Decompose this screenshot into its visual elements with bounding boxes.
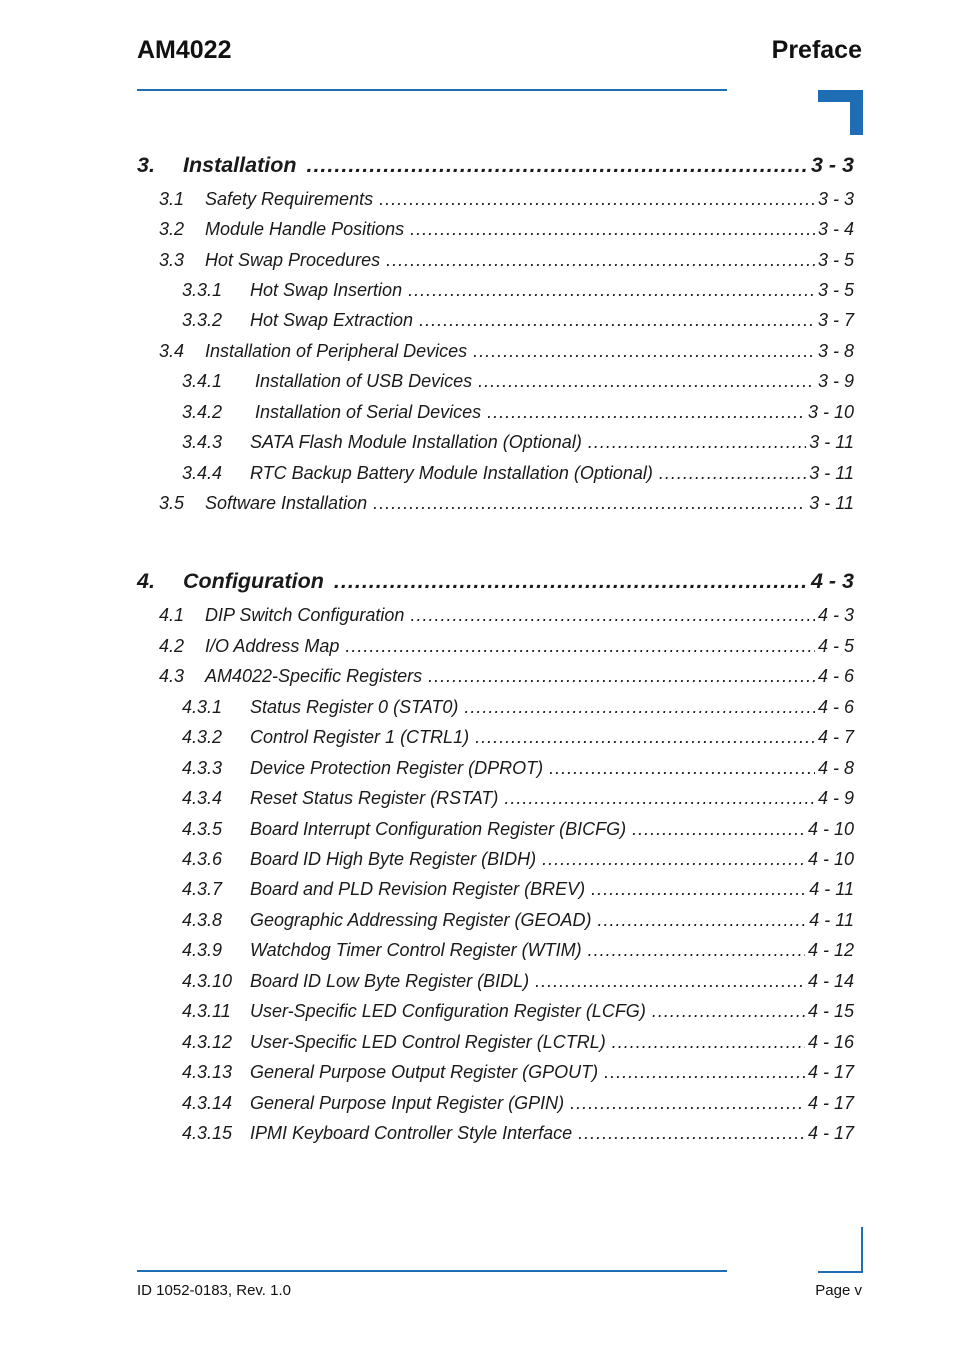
toc-entry-4-3-10[interactable] (182, 971, 854, 992)
toc-entry-3-4-4[interactable] (182, 463, 854, 484)
dot-leader (345, 636, 815, 657)
toc-entry-title: Geographic Addressing Register (GEOAD) (250, 910, 592, 930)
toc-entry-number: 4.3.9 (182, 940, 223, 960)
toc-entry-title: General Purpose Output Register (GPOUT) (250, 1062, 599, 1082)
dot-leader (535, 971, 805, 992)
toc-entry-3-3[interactable] (159, 250, 854, 271)
toc-entry-4-3-4[interactable] (182, 788, 854, 809)
toc-entry-number: 3.3.1 (182, 280, 223, 300)
toc-entry-title: Installation of Peripheral Devices (205, 341, 468, 361)
dot-leader (578, 1123, 805, 1144)
toc-entry-page: 4 - 3 (810, 569, 854, 593)
toc-entry-title: General Purpose Input Register (GPIN) (250, 1093, 565, 1113)
toc-entry-number: 3.4.1 (182, 371, 223, 391)
toc-entry-page: 3 - 11 (809, 432, 854, 452)
toc-entry-title: Board and PLD Revision Register (BREV) (250, 879, 586, 899)
toc-entry-4-3-14[interactable] (182, 1093, 854, 1114)
toc-entry-page: 4 - 6 (817, 697, 854, 717)
toc-entry-page: 3 - 7 (817, 310, 854, 330)
toc-entry-page: 3 - 4 (817, 219, 854, 239)
toc-entry-4-3-9[interactable] (182, 940, 854, 961)
dot-leader (408, 280, 815, 301)
corner-mark-bottom (818, 1271, 863, 1273)
toc-entry-page: 4 - 17 (807, 1123, 854, 1143)
dot-leader (464, 697, 815, 718)
toc-entry-4-2[interactable] (159, 636, 854, 657)
toc-entry-3-2[interactable] (159, 219, 854, 240)
toc-entry-page: 3 - 8 (817, 341, 854, 361)
dot-leader (306, 153, 807, 178)
dot-leader (386, 250, 815, 271)
page-number: Page v (815, 1282, 862, 1299)
toc-entry-3-4-2[interactable] (182, 402, 854, 423)
toc-entry-page: 3 - 10 (807, 402, 854, 422)
toc-entry-page: 4 - 15 (807, 1001, 854, 1021)
dot-leader (652, 1001, 805, 1022)
toc-entry-3-3-1[interactable] (182, 280, 854, 301)
toc-entry-page: 3 - 5 (817, 280, 854, 300)
toc-entry-number: 3.3 (159, 250, 185, 270)
toc-entry-number: 3.3.2 (182, 310, 223, 330)
toc-entry-title: Status Register 0 (STAT0) (250, 697, 459, 717)
toc-entry-number: 4.3.7 (182, 879, 223, 899)
toc-entry-number: 3.2 (159, 219, 185, 239)
toc-entry-number: 3.4.4 (182, 463, 223, 483)
dot-leader (478, 371, 815, 392)
dot-leader (632, 819, 805, 840)
toc-entry-page: 3 - 3 (810, 153, 854, 177)
toc-entry-4-3-8[interactable] (182, 910, 854, 931)
toc-entry-number: 3.4.2 (182, 402, 223, 422)
dot-leader (588, 940, 805, 961)
toc-entry-number: 3. (137, 153, 155, 177)
toc-entry-number: 4.3.11 (182, 1001, 231, 1021)
toc-entry-title: User-Specific LED Configuration Register (LCFG) (250, 1001, 646, 1021)
toc-entry-page: 4 - 3 (817, 605, 854, 625)
toc-entry-title: Hot Swap Insertion (250, 280, 403, 300)
toc-entry-title: Installation of Serial Devices (250, 402, 482, 422)
dot-leader (410, 219, 815, 240)
toc-entry-page: 4 - 8 (817, 758, 854, 778)
toc-entry-number: 4. (137, 569, 155, 593)
corner-mark-top-vertical (850, 90, 863, 135)
dot-leader (334, 569, 808, 594)
toc-entry-4-3-11[interactable] (182, 1001, 854, 1022)
toc-entry-3-3-2[interactable] (182, 310, 854, 331)
toc-entry-number: 3.4 (159, 341, 185, 361)
section-title: Preface (771, 36, 862, 64)
toc-entry-title: Board Interrupt Configuration Register (BICFG) (250, 819, 627, 839)
toc-entry-3-4[interactable] (159, 341, 854, 362)
toc-entry-page: 4 - 11 (809, 910, 854, 930)
dot-leader (591, 879, 806, 900)
dot-leader (379, 189, 815, 210)
toc-entry-page: 4 - 14 (807, 971, 854, 991)
toc-entry-3[interactable] (137, 153, 854, 178)
dot-leader (542, 849, 805, 870)
dot-leader (612, 1032, 805, 1053)
toc-entry-page: 4 - 7 (817, 727, 854, 747)
toc-entry-page: 4 - 10 (807, 819, 854, 839)
toc-entry-4-3-7[interactable] (182, 879, 854, 900)
dot-leader (473, 341, 815, 362)
dot-leader (487, 402, 805, 423)
toc-entry-title: Device Protection Register (DPROT) (250, 758, 544, 778)
toc-entry-number: 4.3.3 (182, 758, 223, 778)
toc-entry-number: 3.4.3 (182, 432, 223, 452)
dot-leader (570, 1093, 805, 1114)
toc-entry-title: Installation of USB Devices (250, 371, 473, 391)
toc-entry-number: 4.3.5 (182, 819, 223, 839)
toc-entry-3-5[interactable] (159, 493, 854, 514)
toc-entry-page: 4 - 17 (807, 1062, 854, 1082)
toc-entry-title: DIP Switch Configuration (205, 605, 405, 625)
toc-entry-title: Module Handle Positions (205, 219, 405, 239)
toc-entry-3-4-1[interactable] (182, 371, 854, 392)
dot-leader (475, 727, 815, 748)
toc-entry-number: 4.1 (159, 605, 185, 625)
footer-rule (137, 1270, 727, 1272)
toc-entry-4-3[interactable] (159, 666, 854, 687)
toc-entry-title: I/O Address Map (205, 636, 340, 656)
dot-leader (549, 758, 815, 779)
toc-entry-4-3-1[interactable] (182, 697, 854, 718)
toc-entry-page: 4 - 12 (807, 940, 854, 960)
header-rule (137, 89, 727, 91)
toc-entry-page: 3 - 3 (817, 189, 854, 209)
toc-entry-title: Safety Requirements (205, 189, 374, 209)
toc-entry-4-3-2[interactable] (182, 727, 854, 748)
dot-leader (419, 310, 815, 331)
toc-entry-title: Installation (183, 153, 297, 177)
toc-entry-title: Control Register 1 (CTRL1) (250, 727, 470, 747)
corner-mark-bottom-vertical (861, 1227, 863, 1273)
toc-entry-number: 4.2 (159, 636, 185, 656)
dot-leader (588, 432, 806, 453)
toc-entry-number: 3.5 (159, 493, 185, 513)
dot-leader (504, 788, 815, 809)
toc-entry-4-3-6[interactable] (182, 849, 854, 870)
toc-entry-title: Reset Status Register (RSTAT) (250, 788, 499, 808)
toc-entry-page: 3 - 11 (809, 493, 854, 513)
toc-entry-number: 3.1 (159, 189, 185, 209)
toc-entry-title: Board ID High Byte Register (BIDH) (250, 849, 537, 869)
toc-entry-title: Hot Swap Extraction (250, 310, 414, 330)
toc-entry-4-3-15[interactable] (182, 1123, 854, 1144)
toc-entry-number: 4.3.10 (182, 971, 233, 991)
toc-entry-number: 4.3.14 (182, 1093, 233, 1113)
toc-entry-title: Software Installation (205, 493, 368, 513)
toc-entry-number: 4.3.1 (182, 697, 223, 717)
toc-entry-page: 4 - 11 (809, 879, 854, 899)
toc-entry-title: Board ID Low Byte Register (BIDL) (250, 971, 530, 991)
toc-entry-page: 3 - 5 (817, 250, 854, 270)
toc-entry-page: 4 - 16 (807, 1032, 854, 1052)
toc-entry-page: 3 - 9 (817, 371, 854, 391)
toc-entry-number: 4.3.4 (182, 788, 223, 808)
product-title: AM4022 (137, 36, 232, 64)
toc-entry-4[interactable] (137, 569, 854, 594)
toc-entry-number: 4.3.12 (182, 1032, 233, 1052)
toc-entry-number: 4.3.13 (182, 1062, 233, 1082)
document-id: ID 1052-0183, Rev. 1.0 (137, 1282, 291, 1299)
toc-entry-number: 4.3.15 (182, 1123, 233, 1143)
toc-entry-4-1[interactable] (159, 605, 854, 626)
toc-entry-page: 3 - 11 (809, 463, 854, 483)
toc-entry-4-3-3[interactable] (182, 758, 854, 779)
toc-entry-title: RTC Backup Battery Module Installation (Optional) (250, 463, 653, 483)
toc-entry-title: AM4022-Specific Registers (205, 666, 423, 686)
dot-leader (373, 493, 806, 514)
dot-leader (604, 1062, 805, 1083)
toc-entry-4-3-13[interactable] (182, 1062, 854, 1083)
toc-entry-3-1[interactable] (159, 189, 854, 210)
toc-entry-number: 4.3.8 (182, 910, 223, 930)
toc-entry-page: 4 - 6 (817, 666, 854, 686)
dot-leader (410, 605, 815, 626)
toc-entry-4-3-12[interactable] (182, 1032, 854, 1053)
toc-entry-page: 4 - 17 (807, 1093, 854, 1113)
toc-entry-title: SATA Flash Module Installation (Optional) (250, 432, 582, 452)
toc-entry-number: 4.3.6 (182, 849, 223, 869)
toc-entry-number: 4.3.2 (182, 727, 223, 747)
toc-entry-title: Hot Swap Procedures (205, 250, 381, 270)
toc-entry-title: Configuration (183, 569, 324, 593)
toc-entry-page: 4 - 10 (807, 849, 854, 869)
toc-entry-title: IPMI Keyboard Controller Style Interface (250, 1123, 573, 1143)
toc-entry-number: 4.3 (159, 666, 185, 686)
toc-entry-4-3-5[interactable] (182, 819, 854, 840)
toc-entry-page: 4 - 5 (817, 636, 854, 656)
dot-leader (428, 666, 815, 687)
toc-entry-page: 4 - 9 (817, 788, 854, 808)
toc-entry-title: User-Specific LED Control Register (LCTRL) (250, 1032, 606, 1052)
dot-leader (659, 463, 806, 484)
toc-entry-title: Watchdog Timer Control Register (WTIM) (250, 940, 582, 960)
dot-leader (597, 910, 806, 931)
toc-entry-3-4-3[interactable] (182, 432, 854, 453)
